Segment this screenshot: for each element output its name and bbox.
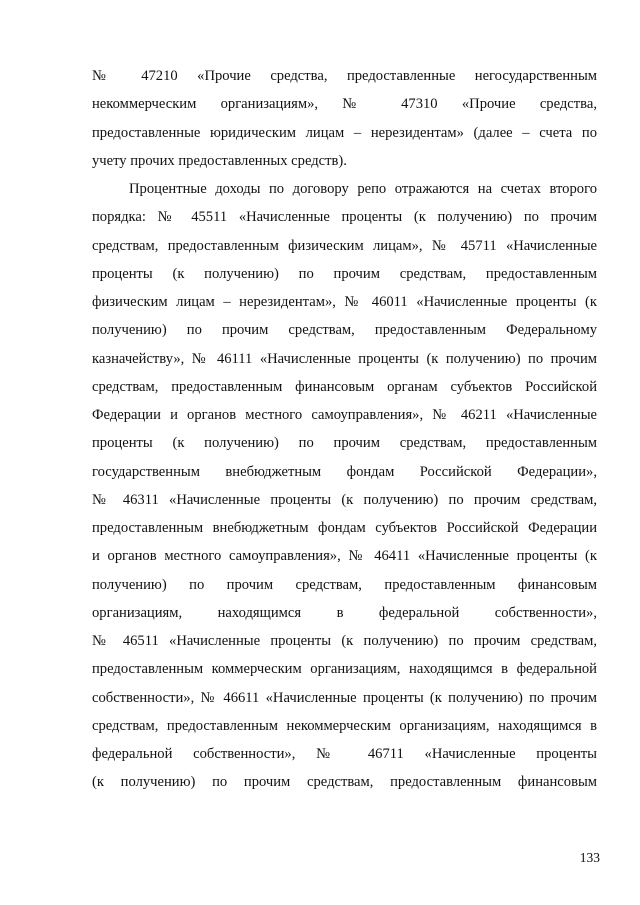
text-line: казначейству», № 46111 «Начисленные проценты (к получению) по прочим [92,350,597,367]
text-line: (к получению) по прочим средствам, предоставленным финансовым [92,774,597,791]
text-line: государственным внебюджетным фондам Российской Федерации», [92,463,597,480]
text-line: средствам, предоставленным финансовым органам субъектов Российской [92,378,597,395]
text-line: № 47210 «Прочие средства, предоставленные негосударственным [92,68,597,84]
paragraph-2 [92,175,597,797]
body-text [92,62,597,797]
text-line: предоставленным внебюджетным фондам субъектов Российской Федерации [92,520,597,536]
text-line: порядка: № 45511 «Начисленные проценты (к получению) по прочим [92,209,597,226]
text-line: собственности», № 46611 «Начисленные проценты (к получению) по прочим [92,689,597,706]
paragraph-1 [92,62,597,175]
text-line: некоммерческим организациям», № 47310 «Прочие средства, [92,96,597,113]
text-line: проценты (к получению) по прочим средствам, предоставленным [92,265,597,282]
text-line: федеральной собственности», № 46711 «Начисленные проценты [92,746,597,762]
text-line: учету прочих предоставленных средств). [92,152,347,169]
text-line: № 46511 «Начисленные проценты (к получению) по прочим средствам, [92,633,597,649]
text-line: средствам, предоставленным физическим лицам», № 45711 «Начисленные [92,237,597,254]
text-line: организациям, находящимся в федеральной собственности», [92,604,597,621]
text-line: и органов местного самоуправления», № 46411 «Начисленные проценты (к [92,548,597,565]
page-number: 133 [579,850,600,865]
text-line: получению) по прочим средствам, предоставленным финансовым [92,576,597,593]
text-line: предоставленным коммерческим организациям, находящимся в федеральной [92,661,597,678]
text-line: № 46311 «Начисленные проценты (к получению) по прочим средствам, [92,491,597,508]
text-line: предоставленные юридическим лицам – нерезидентам» (далее – счета по [92,124,597,141]
text-line: физическим лицам – нерезидентам», № 46011 «Начисленные проценты (к [92,294,597,310]
text-line: Процентные доходы по договору репо отражаются на счетах второго [129,181,597,197]
text-line: получению) по прочим средствам, предоставленным Федеральному [92,322,597,339]
text-line: Федерации и органов местного самоуправления», № 46211 «Начисленные [92,407,597,423]
text-line: средствам, предоставленным некоммерческим организациям, находящимся в [92,717,597,734]
text-line: проценты (к получению) по прочим средствам, предоставленным [92,435,597,452]
